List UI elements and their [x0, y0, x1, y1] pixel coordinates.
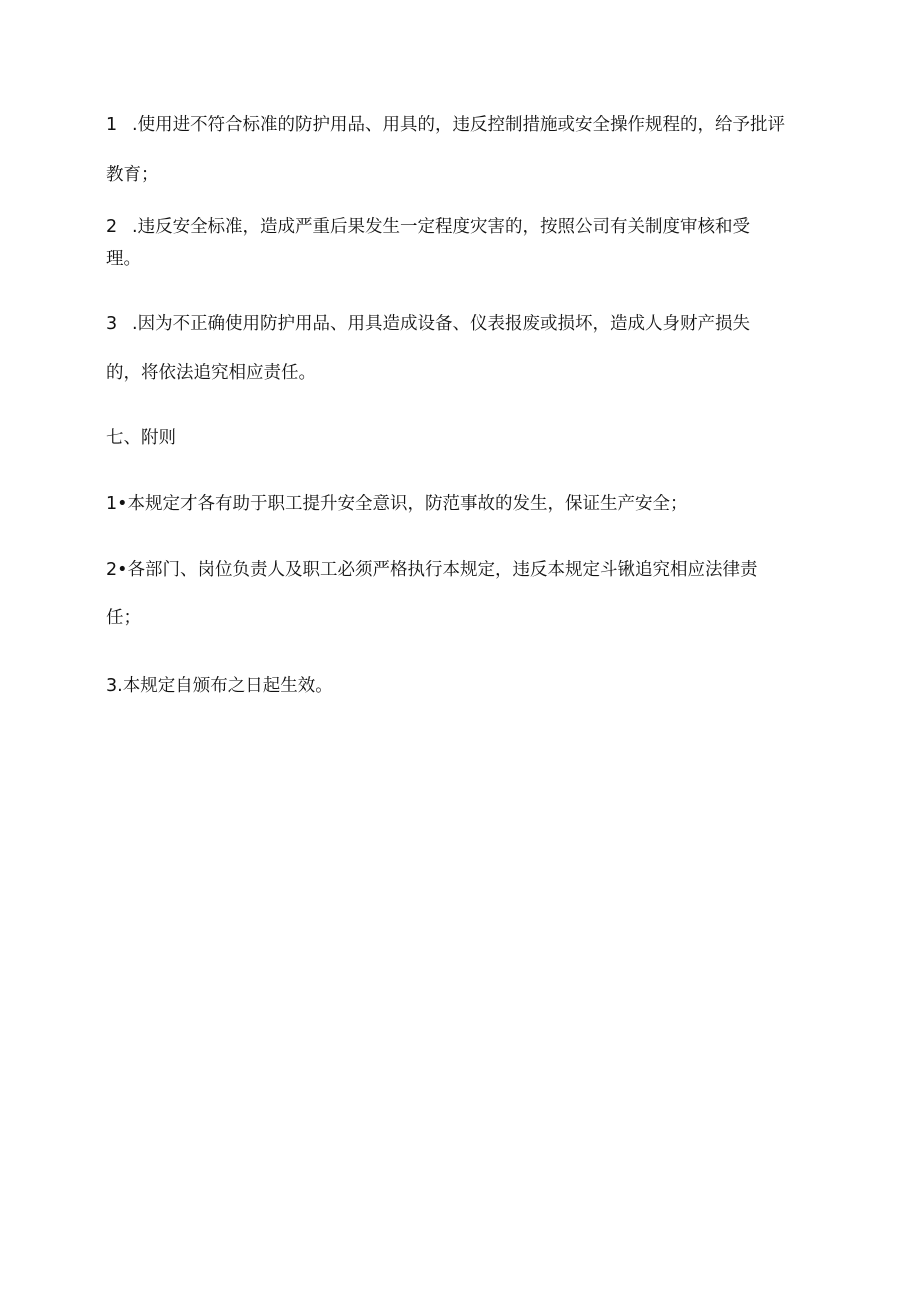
section6-item3-number: 3 [106, 314, 118, 334]
section6-item1-line1 [106, 113, 785, 137]
section6-item2-text: .违反安全标准，造成严重后果发生一定程度灾害的，按照公司有关制度审核和受 [132, 217, 751, 237]
section7-item1: 1•本规定才各有助于职工提升安全意识，防范事故的发生，保证生产安全； [106, 494, 688, 514]
section6-item2-number: 2 [106, 217, 118, 237]
section6-item1-number: 1 [106, 115, 118, 135]
section6-item3-text: .因为不正确使用防护用品、用具造成设备、仪表报废或损坏，造成人身财产损失 [132, 314, 751, 334]
section6-item1-text: .使用进不符合标准的防护用品、用具的，违反控制措施或安全操作规程的，给予批评 [132, 115, 786, 135]
section6-item3-line1 [106, 312, 750, 336]
section7-heading: 七、附则 [106, 428, 176, 448]
section6-item2-line1 [106, 215, 750, 239]
section6-item1-line2: 教育； [106, 165, 159, 185]
section7-item2-line2: 任； [106, 608, 141, 628]
section7-item3: 3.本规定自颁布之日起生效。 [106, 676, 333, 696]
section6-item3-line2: 的，将依法追究相应责任。 [106, 363, 316, 383]
section7-item2-line1: 2•各部门、岗位负责人及职工必须严格执行本规定，违反本规定斗锹追究相应法律责 [106, 560, 758, 580]
section6-item2-line2: 理。 [106, 249, 141, 269]
